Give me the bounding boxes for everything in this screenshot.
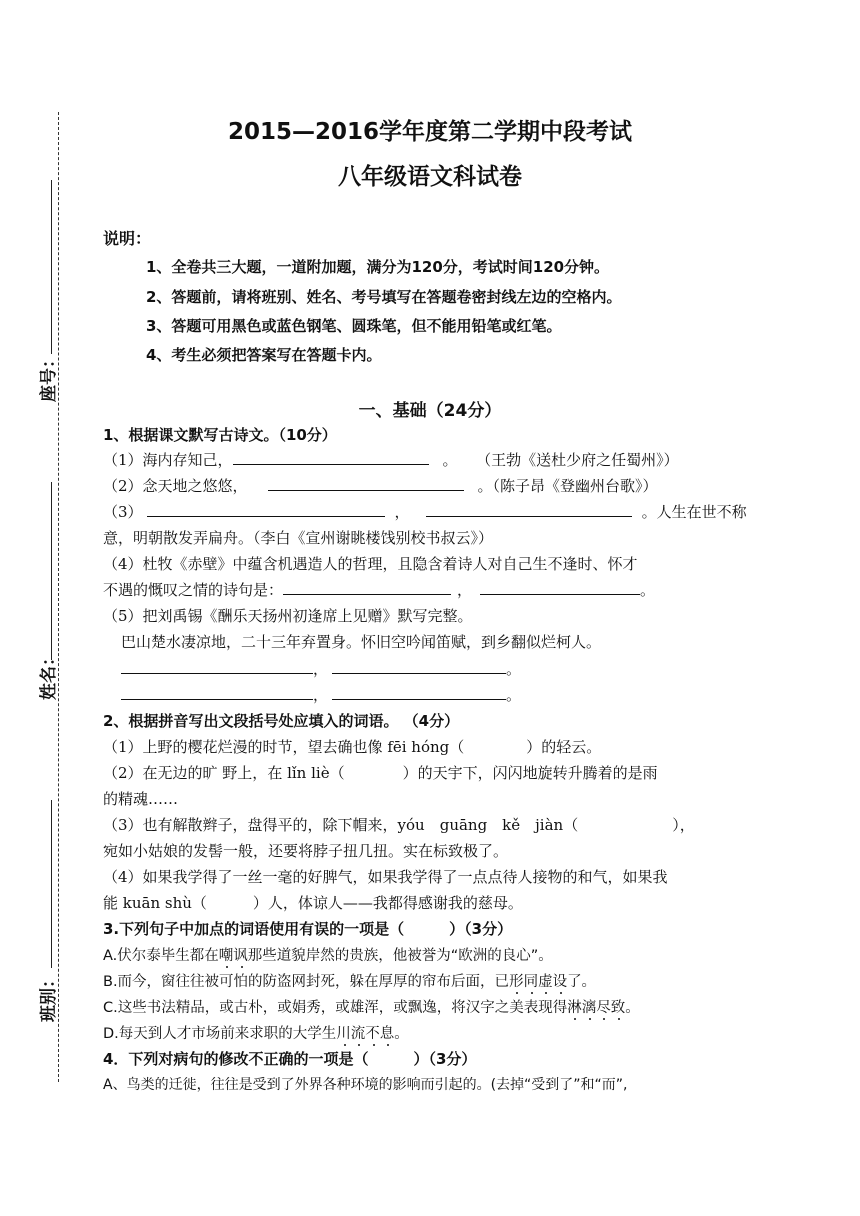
q1-item-4-cont xyxy=(103,579,655,600)
dotted-char: 致 xyxy=(610,1000,626,1016)
comma: ， xyxy=(313,686,329,704)
q1-3-text: （3） xyxy=(103,503,143,521)
q1-3-comma: ， xyxy=(394,503,410,521)
answer-blank[interactable] xyxy=(147,502,385,517)
q1-1-text: （1）海内存知己， xyxy=(103,451,233,469)
q3-a-text: A.伏尔泰毕生都在 xyxy=(103,948,219,964)
name-label: 姓名： xyxy=(39,649,59,700)
exam-subtitle: 八年级语文科试卷 xyxy=(338,164,522,190)
q1-4-comma: ， xyxy=(457,581,473,599)
q1-item-1 xyxy=(103,449,679,470)
q2-item-3-cont: 宛如小姑娘的发髻一般，还要将脖子扭几扭。实在标致极了。 xyxy=(103,842,509,860)
q1-item-2 xyxy=(103,475,658,496)
q2-item-2-cont: 的精魂…… xyxy=(103,790,179,808)
dotted-char: 漓 xyxy=(581,1000,597,1016)
instruction-item: 1、全卷共三大题，一道附加题，满分为120分，考试时间120分钟。 xyxy=(146,258,610,276)
q1-4-end: 。 xyxy=(640,581,656,599)
q3-c-text: C.这些书法精品，或古朴，或娟秀，或雄浑，或飘逸，将汉字之美表现得 xyxy=(103,1000,568,1016)
q3-option-d xyxy=(103,1022,409,1043)
answer-blank[interactable] xyxy=(121,659,313,674)
q1-item-5-blanks-1 xyxy=(121,658,521,679)
dotted-word xyxy=(219,948,248,964)
question-2-heading: 2、根据拼音写出文段括号处应填入的词语。 （4分） xyxy=(103,712,460,730)
q2-1-end: ）的轻云。 xyxy=(526,738,602,756)
q2-4-text: 能 kuān shù（ xyxy=(103,894,207,912)
answer-blank[interactable] xyxy=(480,580,640,595)
dotted-word xyxy=(567,1000,625,1016)
class-underline xyxy=(51,800,52,968)
q1-3-cont: 。人生在世不称 xyxy=(641,503,747,521)
q3-a-text-2: 那些道貌岸然的贵族，他被誉为“欧洲的良心”。 xyxy=(247,948,553,964)
instruction-item: 4、考生必须把答案写在答题卡内。 xyxy=(146,346,382,364)
q1-item-4: （4）杜牧《赤壁》中蕴含机遇造人的哲理，且隐含着诗人对自己生不逢时、怀才 xyxy=(103,555,638,573)
answer-blank[interactable] xyxy=(283,580,451,595)
answer-blank[interactable] xyxy=(426,502,632,517)
q2-3-text: （3）也有解散辫子，盘得平的，除下帽来，yóu guāng kě jiàn（ xyxy=(103,816,579,834)
q1-item-5: （5）把刘禹锡《酬乐天扬州初逢席上见赠》默写完整。 xyxy=(103,607,473,625)
answer-blank[interactable] xyxy=(268,476,464,491)
question-4-heading: 4．下列对病句的修改不正确的一项是（ ）（3分） xyxy=(103,1050,477,1068)
q3-option-a xyxy=(103,944,553,965)
class-label: 班别： xyxy=(39,971,59,1022)
seat-label: 座号： xyxy=(39,351,59,402)
dotted-char: 讽 xyxy=(233,948,248,964)
q1-2-text: （2）念天地之悠悠， xyxy=(103,477,248,495)
q1-1-source: （王勃《送杜少府之任蜀州》） xyxy=(483,451,679,469)
instruction-item: 3、答题可用黑色或蓝色钢笔、圆珠笔，但不能用铅笔或红笔。 xyxy=(146,317,562,335)
dotted-char: 流 xyxy=(350,1026,366,1042)
period: 。 xyxy=(506,686,522,704)
section-title: 一、基础（24分） xyxy=(358,401,502,421)
dotted-char: 嘲 xyxy=(218,948,234,964)
binding-dashed-line xyxy=(58,112,59,1082)
exam-title: 2015—2016学年度第二学期中段考试 xyxy=(227,119,633,145)
q1-2-end: 。（陈子昂《登幽州台歌》） xyxy=(477,477,658,495)
answer-blank[interactable] xyxy=(332,685,506,700)
q3-b-text: B.而今，窗往往被可怕的防盗网封死，躲在厚厚的帘布后面，已 xyxy=(103,974,510,990)
q1-item-3 xyxy=(103,501,747,522)
dotted-char: 息 xyxy=(379,1026,395,1042)
dotted-word xyxy=(509,974,567,990)
q3-b-text-2: 了。 xyxy=(567,974,597,990)
q2-item-2 xyxy=(103,762,658,783)
q2-item-1 xyxy=(103,736,601,757)
q1-item-3-cont: 意，明朝散发弄扁舟。（李白《宣州谢眺楼饯别校书叔云》） xyxy=(103,529,494,547)
dotted-char: 尽 xyxy=(596,1000,611,1016)
dotted-char: 川 xyxy=(336,1026,351,1042)
q1-1-end: 。 xyxy=(442,451,458,469)
q2-1-text: （1）上野的樱花烂漫的时节，望去确也像 fēi hóng（ xyxy=(103,738,465,756)
q3-d-text: D.每天到人才市场前来求职的大学生 xyxy=(103,1026,337,1042)
q2-item-4-cont xyxy=(103,892,523,913)
instruction-item: 2、答题前，请将班别、姓名、考号填写在答题卷密封线左边的空格内。 xyxy=(146,288,622,306)
instructions-heading: 说明： xyxy=(103,229,152,248)
q2-item-4: （4）如果我学得了一丝一毫的好脾气，如果我学得了一点点待人接物的和气，如果我 xyxy=(103,868,668,886)
dotted-char: 形 xyxy=(509,974,524,990)
question-1-heading: 1、根据课文默写古诗文。（10分） xyxy=(103,426,337,444)
name-underline xyxy=(51,482,52,660)
q2-2-end: ）的天宇下，闪闪地旋转升腾着的是雨 xyxy=(402,764,658,782)
q3-option-b xyxy=(103,970,596,991)
q2-item-3 xyxy=(103,814,695,835)
period: 。 xyxy=(506,660,522,678)
dotted-char: 虚 xyxy=(538,974,553,990)
dotted-char: 不 xyxy=(365,1026,380,1042)
q3-c-text-2: 。 xyxy=(625,1000,640,1016)
q3-option-c xyxy=(103,996,640,1017)
dotted-char: 淋 xyxy=(567,1000,582,1016)
answer-blank[interactable] xyxy=(233,450,429,465)
q1-4-text: 不遇的慨叹之情的诗句是： xyxy=(103,581,284,599)
q2-3-end: ）， xyxy=(672,816,695,834)
q2-4-end: ）人，体谅人——我都得感谢我的慈母。 xyxy=(252,894,523,912)
answer-blank[interactable] xyxy=(121,685,313,700)
q1-item-5-blanks-2 xyxy=(121,684,521,705)
dotted-char: 同 xyxy=(523,974,539,990)
dotted-word xyxy=(336,1026,394,1042)
answer-blank[interactable] xyxy=(332,659,506,674)
q4-option-a: A、鸟类的迁徙，往往是受到了外界各种环境的影响而引起的。(去掉“受到了”和“而”, xyxy=(103,1077,628,1093)
comma: ， xyxy=(313,660,329,678)
q2-2-text: （2）在无边的旷 野上，在 lǐn liè（ xyxy=(103,764,345,782)
question-3-heading: 3.下列句子中加点的词语使用有误的一项是（ ）（3分） xyxy=(103,920,513,938)
q1-item-5-poem: 巴山楚水凄凉地，二十三年弃置身。怀旧空吟闻笛赋，到乡翻似烂柯人。 xyxy=(121,633,602,651)
seat-underline xyxy=(51,180,52,354)
q3-d-text-2: 。 xyxy=(394,1026,409,1042)
dotted-char: 设 xyxy=(552,974,568,990)
